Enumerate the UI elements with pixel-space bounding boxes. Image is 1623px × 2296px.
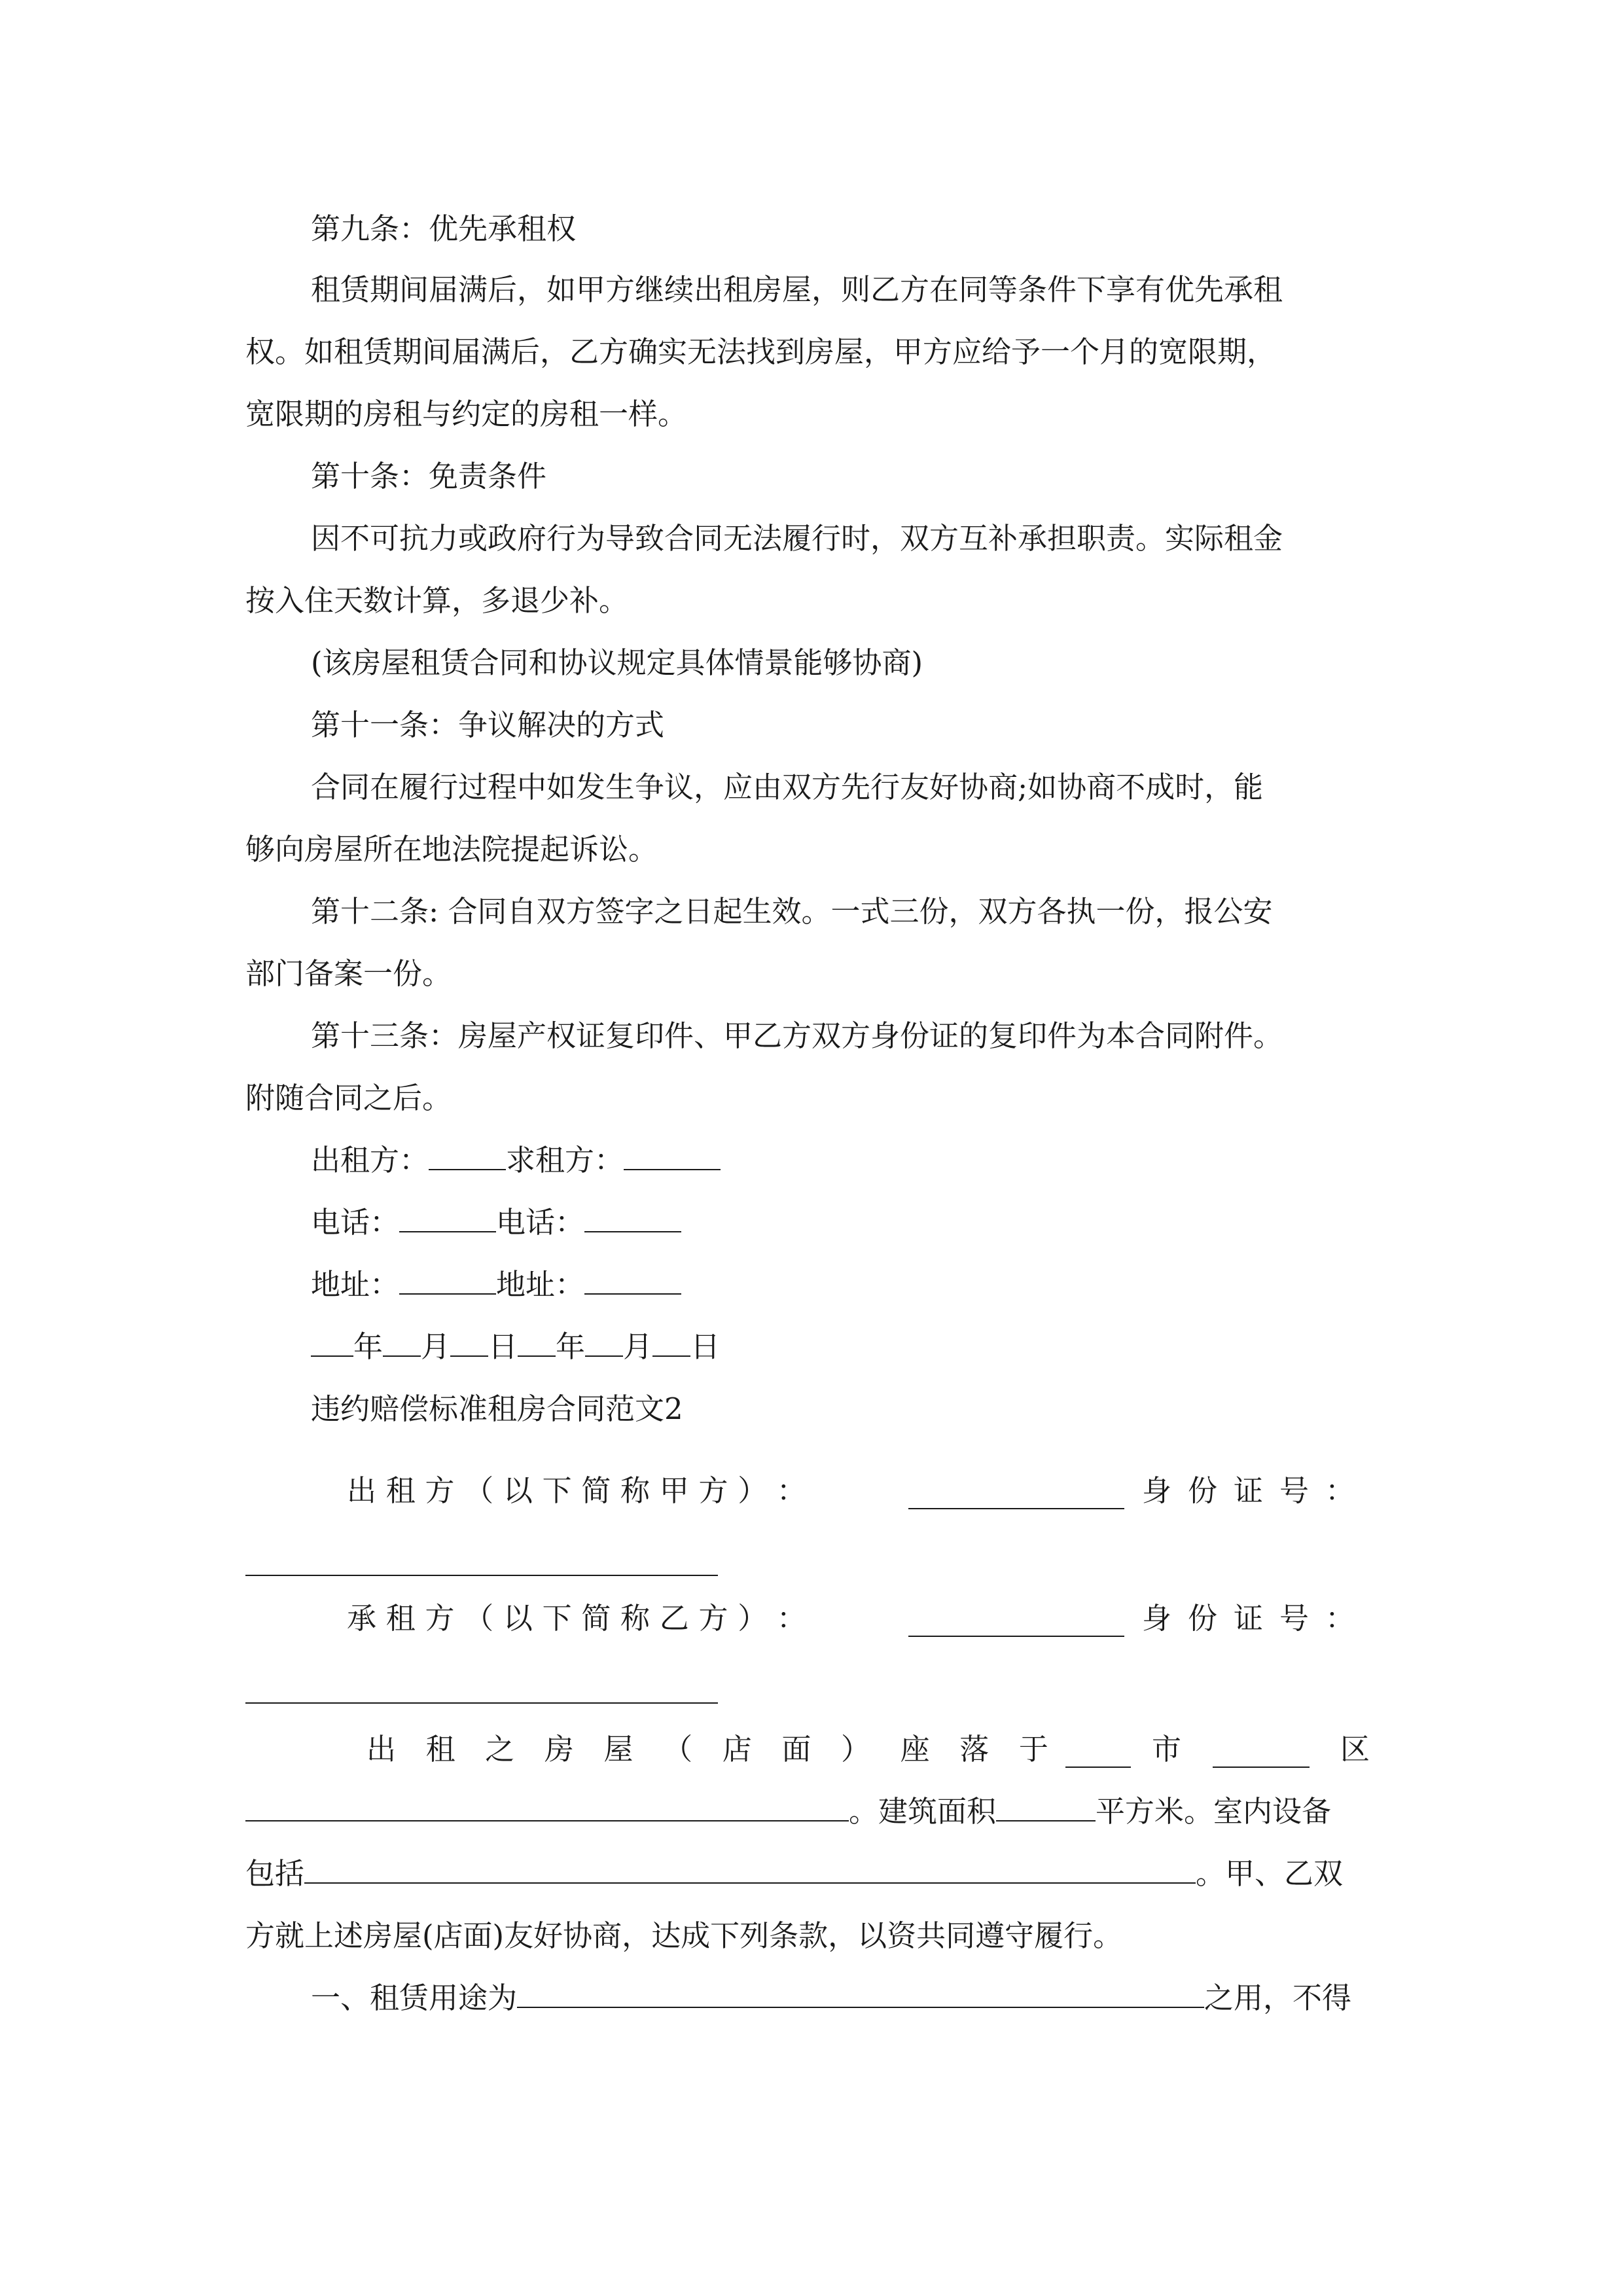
location-char: 出 (366, 1732, 397, 1767)
party-b-char: 租 (385, 1601, 416, 1636)
address-blank-a (399, 1266, 496, 1295)
article-11-title: 第十一条：争议解决的方式 (311, 708, 665, 742)
signature-date-line (311, 1327, 720, 1367)
party-a-char: 出 (347, 1473, 377, 1508)
area-text-a: 。建筑面积 (849, 1794, 997, 1829)
location-char: 座 (900, 1732, 930, 1767)
year-label-a: 年 (353, 1329, 383, 1364)
property-location-label (366, 1730, 1048, 1769)
party-a-id-label (1142, 1471, 1355, 1511)
lessee-blank (624, 1141, 721, 1170)
article-11-line-1: 合同在履行过程中如发生争议，应由双方先行友好协商;如协商不成时，能 (311, 770, 1264, 804)
negotiation-note: (该房屋租赁合同和协议规定具体情景能够协商) (311, 645, 923, 680)
id-label-char: 身 (1142, 1473, 1172, 1508)
equipment-line (245, 1854, 1343, 1893)
day-blank-b (652, 1328, 690, 1357)
location-char: 屋 (603, 1732, 633, 1767)
month-blank-a (383, 1328, 421, 1357)
phone-blank-a (399, 1204, 496, 1232)
location-char: 店 (722, 1732, 752, 1767)
party-b-char: 简 (581, 1601, 611, 1636)
article-10-line-2: 按入住天数计算，多退少补。 (245, 583, 629, 618)
year-blank-b (518, 1328, 556, 1357)
include-end: 。甲、乙双 (1196, 1856, 1344, 1891)
location-char: 于 (1018, 1732, 1048, 1767)
article-10-title: 第十条：免责条件 (311, 459, 547, 493)
id-label-char: 份 (1187, 1473, 1217, 1508)
id-label-char: 号 (1279, 1473, 1309, 1508)
location-char: ） (841, 1732, 871, 1767)
signature-parties-line (311, 1141, 721, 1180)
party-b-char: 承 (347, 1601, 377, 1636)
city-blank (1065, 1767, 1131, 1768)
party-a-char: 下 (542, 1473, 572, 1508)
article-12-line-1: 第十二条: 合同自双方签字之日起生效。一式三份，双方各执一份，报公安 (311, 894, 1273, 929)
day-label-a: 日 (488, 1329, 518, 1364)
id-label-char: ： (1325, 1601, 1355, 1636)
party-a-char: 租 (385, 1473, 416, 1508)
article-9-line-3: 宽限期的房租与约定的房租一样。 (245, 397, 688, 431)
phone-blank-b (584, 1204, 681, 1232)
sample-2-title: 违约赔偿标准租房合同范文2 (311, 1391, 683, 1426)
id-label-char: 号 (1279, 1601, 1309, 1636)
year-label-b: 年 (556, 1329, 586, 1364)
party-a-label (347, 1471, 806, 1511)
article-13-line-1: 第十三条：房屋产权证复印件、甲乙方双方身份证的复印件为本合同附件。 (311, 1018, 1283, 1053)
area-text-b: 平方米。室内设备 (1096, 1794, 1332, 1829)
party-b-char: 方 (425, 1601, 455, 1636)
party-b-char: ） (738, 1601, 768, 1636)
party-a-char: 方 (698, 1473, 728, 1508)
signature-phone-line (311, 1203, 681, 1242)
article-10-line-1: 因不可抗力或政府行为导致合同无法履行时，双方互补承担职责。实际租金 (311, 521, 1283, 556)
purpose-label: 一、租赁用途为 (311, 1981, 518, 2015)
party-a-id-blank (245, 1575, 718, 1576)
phone-label-a: 电话： (311, 1205, 400, 1240)
party-b-name-blank (908, 1636, 1124, 1637)
address-label-a: 地址： (311, 1267, 400, 1302)
article-12-line-2: 部门备案一份。 (245, 956, 452, 991)
phone-label-b: 电话： (496, 1205, 585, 1240)
id-label-char: ： (1325, 1473, 1355, 1508)
article-9-line-2: 权。如租赁期间届满后，乙方确实无法找到房屋，甲方应给予一个月的宽限期， (245, 334, 1277, 369)
year-blank-a (311, 1328, 353, 1357)
month-label-b: 月 (623, 1329, 653, 1364)
party-b-id-blank (245, 1702, 718, 1704)
district-label: 区 (1340, 1732, 1370, 1767)
article-9-line-1: 租赁期间届满后，如甲方继续出租房屋，则乙方在同等条件下享有优先承租 (311, 272, 1283, 307)
month-label-a: 月 (421, 1329, 451, 1364)
party-a-char: 以 (503, 1473, 533, 1508)
article-11-line-2: 够向房屋所在地法院提起诉讼。 (245, 832, 658, 867)
party-a-name-blank (908, 1508, 1124, 1509)
day-label-b: 日 (690, 1329, 721, 1364)
party-a-char: 简 (581, 1473, 611, 1508)
address-blank-b (584, 1266, 681, 1295)
party-b-id-label (1142, 1599, 1355, 1638)
id-label-char: 证 (1233, 1473, 1263, 1508)
area-blank (996, 1793, 1096, 1821)
lessor-blank (429, 1141, 506, 1170)
article-9-title: 第九条：优先承租权 (311, 211, 577, 246)
lessor-label: 出租方： (311, 1143, 429, 1177)
party-b-char: 以 (503, 1601, 533, 1636)
lease-purpose-line (311, 1979, 1351, 2018)
party-b-label (347, 1599, 806, 1638)
signature-address-line (311, 1265, 681, 1304)
location-char: 之 (485, 1732, 515, 1767)
party-b-char: 下 (542, 1601, 572, 1636)
address-detail-blank (245, 1793, 849, 1821)
id-label-char: 身 (1142, 1601, 1172, 1636)
consultation-line: 方就上述房屋(店面)友好协商，达成下列条款，以资共同遵守履行。 (245, 1918, 1123, 1953)
party-b-char: 称 (620, 1601, 651, 1636)
area-line (245, 1792, 1331, 1831)
location-char: （ (663, 1732, 693, 1767)
party-a-char: 甲 (659, 1473, 689, 1508)
location-char: 面 (781, 1732, 812, 1767)
day-blank-a (450, 1328, 488, 1357)
include-label: 包括 (245, 1856, 305, 1891)
location-char: 房 (544, 1732, 574, 1767)
lessee-label: 求租方： (506, 1143, 624, 1177)
party-a-char: 称 (620, 1473, 651, 1508)
party-b-char: 方 (698, 1601, 728, 1636)
purpose-suffix: 之用，不得 (1204, 1981, 1352, 2015)
district-blank (1213, 1767, 1310, 1768)
party-a-char: ： (776, 1473, 806, 1508)
party-a-char: 方 (425, 1473, 455, 1508)
party-a-char: ） (738, 1473, 768, 1508)
location-char: 落 (959, 1732, 990, 1767)
location-char: 租 (425, 1732, 455, 1767)
address-label-b: 地址： (496, 1267, 585, 1302)
purpose-blank (517, 1979, 1204, 2008)
party-b-char: ： (776, 1601, 806, 1636)
party-b-char: 乙 (659, 1601, 689, 1636)
city-label: 市 (1152, 1732, 1182, 1767)
article-13-line-2: 附随合同之后。 (245, 1081, 452, 1115)
id-label-char: 份 (1187, 1601, 1217, 1636)
equipment-blank (304, 1855, 1196, 1884)
month-blank-b (585, 1328, 623, 1357)
id-label-char: 证 (1233, 1601, 1263, 1636)
party-b-char: （ (464, 1601, 494, 1636)
party-a-char: （ (464, 1473, 494, 1508)
